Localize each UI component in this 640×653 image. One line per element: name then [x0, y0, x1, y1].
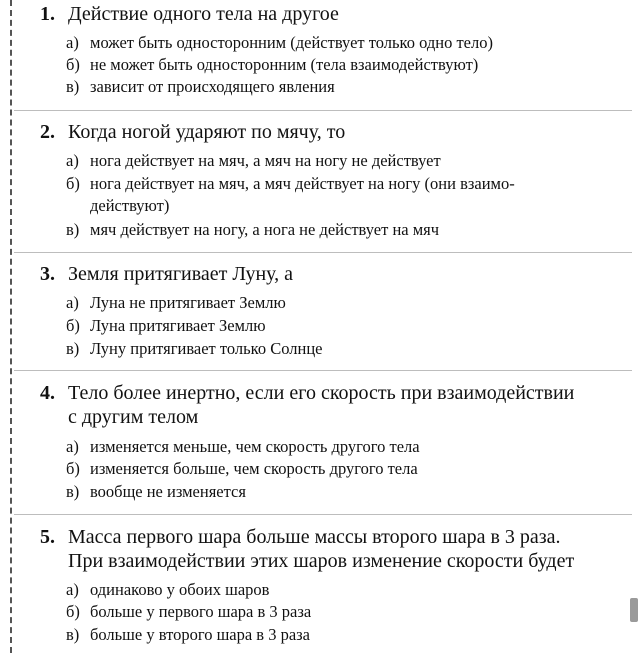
- question-text: Масса первого шара больше массы второго шара в 3 раза.: [68, 526, 561, 548]
- option-letter: б): [66, 174, 80, 193]
- question-text: Когда ногой ударяют по мячу, то: [68, 121, 346, 143]
- option-letter: в): [66, 220, 80, 239]
- question-text: Земля притягивает Луну, а: [68, 263, 294, 285]
- option-letter: в): [66, 77, 80, 96]
- option-text: не может быть односторонним (тела взаимодействуют): [90, 55, 479, 74]
- question-1-option-b: [66, 54, 626, 76]
- question-1-option-a: [66, 32, 626, 54]
- option-text: изменяется меньше, чем скорость другого тела: [90, 437, 420, 456]
- option-letter: б): [66, 316, 80, 335]
- question-4-option-c: [66, 481, 626, 503]
- option-text: может быть односторонним (действует только одно тело): [90, 33, 493, 52]
- question-1: [40, 2, 630, 26]
- question-number: 2.: [40, 121, 55, 143]
- option-text: больше у второго шара в 3 раза: [90, 625, 311, 644]
- option-letter: а): [66, 151, 79, 170]
- option-letter: б): [66, 602, 80, 621]
- question-1-option-c: [66, 76, 626, 98]
- question-5-option-a: [66, 579, 626, 601]
- option-text: Луну притягивает только Солнце: [90, 339, 323, 358]
- question-text-continuation: При взаимодействии этих шаров изменение скорости будет: [68, 550, 575, 572]
- separator-line: [14, 252, 632, 253]
- scrollbar-thumb[interactable]: [630, 598, 638, 622]
- option-text: вообще не изменяется: [90, 482, 246, 501]
- option-text-continuation: действуют): [90, 196, 170, 215]
- question-number: 5.: [40, 526, 55, 548]
- question-text-continuation: с другим телом: [68, 406, 199, 428]
- option-text: мяч действует на ногу, а нога не действует на мяч: [90, 220, 440, 239]
- question-number: 1.: [40, 3, 55, 25]
- option-text: нога действует на мяч, а мяч действует на ногу (они взаимо-: [90, 174, 515, 193]
- option-letter: а): [66, 437, 79, 456]
- option-letter: а): [66, 293, 79, 312]
- question-text: Действие одного тела на другое: [68, 3, 339, 25]
- option-text: Луна притягивает Землю: [90, 316, 266, 335]
- option-text: зависит от происходящего явления: [90, 77, 335, 96]
- option-letter: а): [66, 33, 79, 52]
- option-letter: в): [66, 625, 80, 644]
- option-text: одинаково у обоих шаров: [90, 580, 270, 599]
- option-letter: б): [66, 55, 80, 74]
- question-4-option-a: [66, 436, 626, 458]
- question-5: [40, 525, 630, 573]
- question-number: 3.: [40, 263, 55, 285]
- option-letter: в): [66, 339, 80, 358]
- question-4-option-b: [66, 458, 626, 480]
- question-2-option-c: [66, 219, 626, 241]
- question-3: [40, 262, 630, 286]
- question-4: [40, 381, 630, 429]
- option-text: нога действует на мяч, а мяч на ногу не действует: [90, 151, 441, 170]
- question-2-option-a: [66, 150, 626, 172]
- question-2: [40, 120, 630, 144]
- option-text: больше у первого шара в 3 раза: [90, 602, 312, 621]
- question-5-option-c: [66, 624, 626, 646]
- separator-line: [14, 370, 632, 371]
- separator-line: [14, 110, 632, 111]
- option-text: Луна не притягивает Землю: [90, 293, 286, 312]
- separator-line: [14, 514, 632, 515]
- option-letter: а): [66, 580, 79, 599]
- question-3-option-c: [66, 338, 626, 360]
- question-5-option-b: [66, 601, 626, 623]
- option-text: изменяется больше, чем скорость другого тела: [90, 459, 418, 478]
- question-3-option-a: [66, 292, 626, 314]
- question-2-option-b: [66, 173, 626, 217]
- question-number: 4.: [40, 382, 55, 404]
- question-text: Тело более инертно, если его скорость при взаимодействии: [68, 382, 575, 404]
- question-3-option-b: [66, 315, 626, 337]
- margin-dashed-line: [10, 0, 12, 653]
- option-letter: в): [66, 482, 80, 501]
- option-letter: б): [66, 459, 80, 478]
